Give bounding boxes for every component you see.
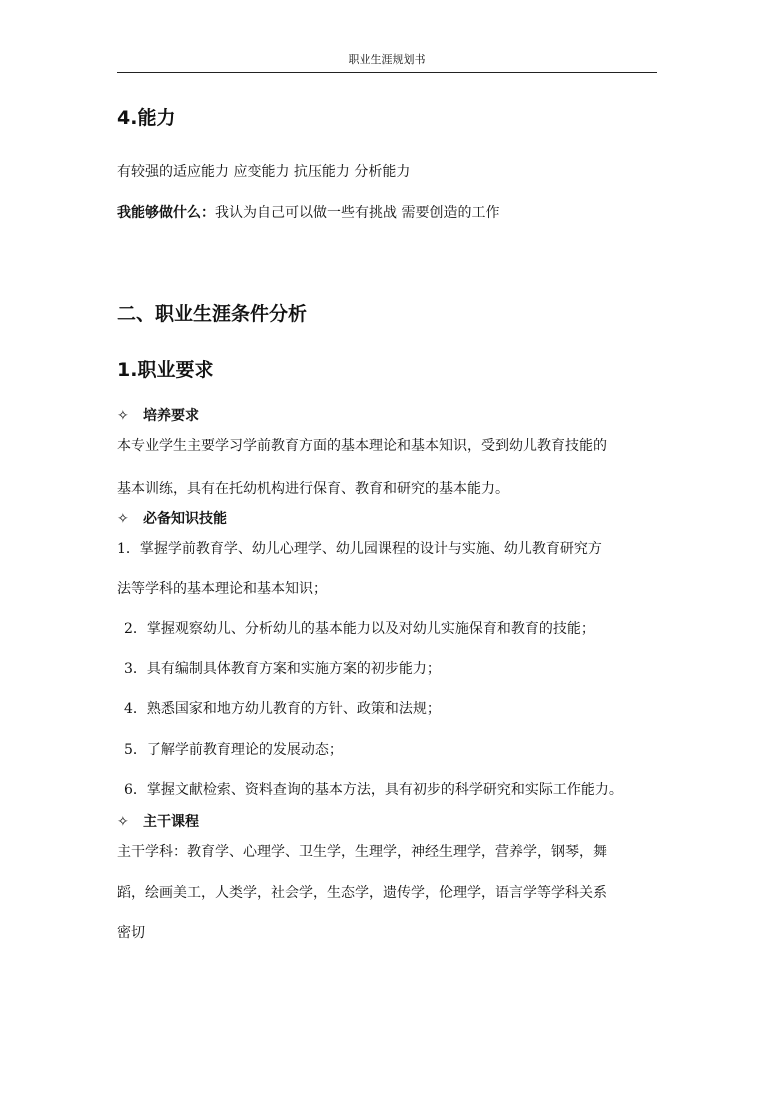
subsection-heading-job-requirements: 1.职业要求 [117,359,214,381]
section-heading-ability: 4.能力 [117,107,176,129]
diamond-bullet-icon: ✧ [117,511,129,527]
knowledge-item-1-line-1: 1．掌握学前教育学、幼儿心理学、幼儿园课程的设计与实施、幼儿教育研究方 [117,541,602,557]
diamond-bullet-icon: ✧ [117,814,129,830]
courses-text-line-3: 密切 [117,925,145,941]
can-do-label: 我能够做什么： [117,205,215,221]
knowledge-item-6: 6．掌握文献检索、资料查询的基本方法，具有初步的科学研究和实际工作能力。 [124,782,623,798]
abilities-text: 有较强的适应能力 应变能力 抗压能力 分析能力 [117,164,411,180]
page-header: 职业生涯规划书 [117,50,657,73]
knowledge-item-4: 4．熟悉国家和地方幼儿教育的方针、政策和法规； [124,701,441,717]
subheading-training [117,405,199,425]
can-do-line [117,202,499,222]
subheading-knowledge [117,508,227,528]
training-text-line-1: 本专业学生主要学习学前教育方面的基本理论和基本知识，受到幼儿教育技能的 [117,438,607,454]
knowledge-item-1-line-2: 法等学科的基本理论和基本知识； [117,581,327,597]
subheading-knowledge-title: 必备知识技能 [143,511,227,527]
training-text-line-2: 基本训练，具有在托幼机构进行保育、教育和研究的基本能力。 [117,481,509,497]
courses-text-line-2: 蹈，绘画美工，人类学，社会学，生态学，遗传学，伦理学，语言学等学科关系 [117,885,607,901]
knowledge-item-3: 3．具有编制具体教育方案和实施方案的初步能力； [124,661,441,677]
knowledge-item-5: 5．了解学前教育理论的发展动态； [124,742,343,758]
knowledge-item-2: 2．掌握观察幼儿、分析幼儿的基本能力以及对幼儿实施保育和教育的技能； [124,621,595,637]
section-heading-career-conditions: 二、职业生涯条件分析 [117,303,308,325]
can-do-text: 我认为自己可以做一些有挑战 需要创造的工作 [215,205,500,221]
courses-text-line-1: 主干学科：教育学、心理学、卫生学，生理学，神经生理学，营养学，钢琴，舞 [117,844,607,860]
subheading-courses-title: 主干课程 [143,814,199,830]
subheading-courses [117,811,199,831]
diamond-bullet-icon: ✧ [117,408,129,424]
subheading-training-title: 培养要求 [143,408,199,424]
